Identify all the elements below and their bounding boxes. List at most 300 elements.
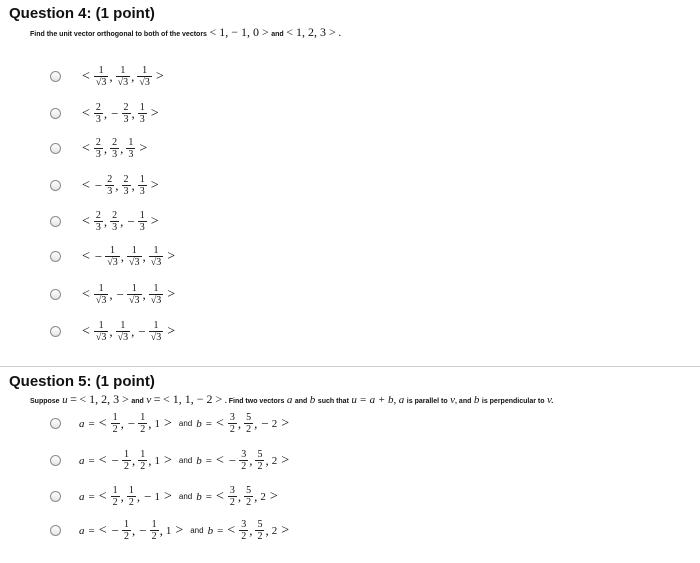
suppose-text: Suppose	[30, 398, 60, 405]
comma: ,	[254, 415, 258, 431]
right-angle: >	[139, 140, 148, 156]
numerator: 1	[153, 245, 159, 256]
component-value: 2	[271, 454, 278, 467]
numerator: 1	[142, 65, 148, 76]
numerator: 1	[140, 412, 146, 423]
numerator: 1	[153, 283, 159, 294]
fraction	[122, 519, 131, 542]
denominator: 2	[140, 461, 146, 472]
minus-sign: −	[94, 177, 103, 193]
option-vector	[79, 65, 167, 88]
radio-button[interactable]	[50, 455, 61, 466]
denominator: 2	[229, 424, 235, 435]
answer-option	[50, 174, 162, 197]
right-angle: >	[163, 415, 172, 431]
numerator: 1	[139, 102, 145, 113]
denominator: 3	[95, 222, 101, 233]
fraction	[94, 283, 109, 306]
right-angle: >	[281, 522, 290, 538]
numerator: 1	[139, 174, 145, 185]
find-text: . Find two vectors	[224, 398, 285, 405]
var-u: u	[351, 394, 357, 406]
and-text: and	[131, 398, 144, 405]
fraction	[150, 519, 159, 542]
b-vector	[224, 519, 292, 542]
comma: ,	[131, 452, 136, 468]
parallel-text: is parallel to	[406, 398, 448, 405]
a-vector	[96, 485, 175, 508]
a-vector	[96, 449, 175, 472]
var-v: v.	[547, 394, 554, 406]
comma: ,	[131, 323, 135, 339]
radicand: 3	[156, 332, 162, 343]
fraction	[122, 102, 131, 125]
and-text: and	[294, 398, 308, 405]
option-vector	[79, 283, 178, 306]
fraction	[116, 320, 131, 343]
u-vector: < 1, 2, 3 >	[79, 392, 129, 406]
denominator: 3	[123, 114, 129, 125]
denominator	[94, 294, 109, 306]
perpendicular-text: is perpendicular to	[481, 398, 545, 405]
component-value: 1	[154, 490, 160, 503]
option-vector	[79, 102, 162, 125]
denominator: 2	[123, 461, 129, 472]
component-value: 2	[271, 524, 278, 537]
sqrt: √3	[117, 332, 129, 343]
radicand: 3	[144, 77, 150, 88]
radio-button[interactable]	[50, 418, 61, 429]
denominator	[116, 76, 131, 88]
numerator: 5	[257, 519, 263, 530]
denominator	[105, 256, 120, 268]
comma: ,	[237, 415, 242, 431]
fraction	[127, 485, 136, 508]
a-vector	[96, 519, 187, 542]
radio-button[interactable]	[50, 71, 61, 82]
var-b: b	[196, 490, 202, 503]
left-angle: <	[227, 522, 236, 538]
fraction	[116, 65, 131, 88]
denominator: 2	[257, 461, 263, 472]
radio-button[interactable]	[50, 491, 61, 502]
var-a: a	[79, 490, 85, 503]
fraction	[126, 137, 135, 160]
numerator: 5	[257, 449, 263, 460]
fraction	[105, 245, 120, 268]
minus-sign: −	[228, 452, 237, 468]
denominator: 2	[128, 497, 134, 508]
denominator	[149, 256, 164, 268]
and-text: and	[178, 492, 193, 501]
denominator: 2	[241, 531, 247, 542]
left-angle: <	[215, 415, 224, 431]
b-vector	[213, 449, 292, 472]
comma: ,	[109, 323, 113, 339]
fraction	[127, 245, 142, 268]
and-text: , and	[455, 398, 472, 405]
left-angle: <	[98, 415, 107, 431]
numerator: 2	[95, 137, 101, 148]
denominator	[127, 294, 142, 306]
left-angle: <	[82, 213, 90, 229]
numerator: 5	[246, 485, 252, 496]
denominator: 2	[246, 497, 252, 508]
answer-option	[50, 283, 178, 306]
equals: =	[88, 454, 95, 467]
minus-sign: −	[127, 415, 136, 431]
fraction	[127, 283, 142, 306]
fraction	[138, 449, 147, 472]
sqrt: √3	[95, 295, 107, 306]
equals: =	[205, 417, 212, 430]
radio-button[interactable]	[50, 326, 61, 337]
fraction	[138, 412, 147, 435]
var-a: a	[286, 394, 293, 406]
fraction	[111, 412, 120, 435]
left-angle: <	[98, 522, 107, 538]
denominator: 3	[112, 222, 118, 233]
minus-sign: −	[111, 522, 119, 538]
denominator	[149, 294, 164, 306]
numerator: 1	[112, 412, 118, 423]
v-vector: < 1, 1, − 2 >	[163, 392, 223, 406]
numerator: 1	[140, 449, 146, 460]
minus-sign: −	[111, 105, 119, 121]
sqrt: √3	[139, 77, 150, 88]
denominator: 3	[128, 149, 134, 160]
numerator: 1	[98, 283, 104, 294]
question-5-prompt	[30, 392, 554, 407]
fraction	[110, 210, 119, 233]
comma: ,	[109, 68, 113, 84]
minus-sign: −	[111, 452, 119, 468]
component-value: 1	[154, 454, 160, 467]
comma: ,	[249, 452, 253, 468]
numerator: 2	[95, 210, 101, 221]
denominator: 2	[151, 531, 157, 542]
comma: ,	[131, 68, 135, 84]
comma: ,	[120, 488, 124, 504]
numerator: 1	[120, 65, 126, 76]
equals: =	[70, 392, 77, 406]
var-a: a	[79, 524, 85, 537]
sqrt: √3	[95, 332, 107, 343]
numerator: 1	[112, 485, 118, 496]
fraction	[149, 320, 164, 343]
vector-1: < 1, − 1, 0 >	[209, 25, 269, 39]
right-angle: >	[155, 68, 164, 84]
comma: ,	[131, 105, 135, 121]
fraction	[94, 210, 103, 233]
radicand: 3	[134, 295, 140, 306]
denominator: 2	[112, 497, 118, 508]
numerator: 1	[123, 449, 129, 460]
question-5-title: Question 5: (1 point)	[9, 373, 155, 390]
component-value: 2	[260, 490, 266, 503]
answer-option	[50, 102, 162, 125]
radicand: 3	[134, 257, 140, 268]
equation: = a + b,	[359, 394, 397, 406]
denominator: 3	[139, 114, 145, 125]
left-angle: <	[82, 140, 90, 156]
denominator: 2	[229, 497, 235, 508]
left-angle: <	[82, 286, 90, 302]
radicand: 3	[112, 257, 118, 268]
var-a: a	[79, 454, 85, 467]
denominator: 2	[123, 531, 129, 542]
var-v: v	[146, 394, 152, 406]
left-angle: <	[82, 177, 90, 193]
numerator: 1	[123, 519, 129, 530]
numerator: 1	[98, 65, 104, 76]
numerator: 1	[131, 245, 137, 256]
numerator: 2	[95, 102, 101, 113]
prompt-text: Find the unit vector orthogonal to both of the vectors	[30, 31, 207, 38]
fraction	[149, 245, 164, 268]
numerator: 2	[123, 102, 129, 113]
denominator: 3	[139, 186, 145, 197]
answer-option	[50, 449, 292, 472]
left-angle: <	[215, 452, 224, 468]
fraction	[149, 283, 164, 306]
fraction	[239, 449, 248, 472]
var-b: b	[207, 524, 214, 537]
numerator: 2	[112, 210, 118, 221]
right-angle: >	[150, 105, 159, 121]
left-angle: <	[82, 68, 90, 84]
fraction	[105, 174, 114, 197]
comma: ,	[131, 177, 135, 193]
option-vector	[79, 137, 150, 160]
sqrt: √3	[150, 332, 162, 343]
radio-button[interactable]	[50, 251, 61, 262]
right-angle: >	[175, 522, 184, 538]
comma: ,	[148, 415, 152, 431]
numerator: 2	[112, 137, 118, 148]
fraction	[122, 449, 131, 472]
equals: =	[205, 490, 212, 503]
such-that-text: such that	[317, 398, 349, 405]
answer-option	[50, 210, 162, 233]
option-vector	[79, 320, 178, 343]
numerator: 1	[131, 283, 137, 294]
option-vector	[79, 245, 178, 268]
numerator: 1	[128, 485, 134, 496]
comma: ,	[159, 522, 163, 538]
numerator: 5	[246, 412, 252, 423]
numerator: 1	[110, 245, 115, 256]
numerator: 1	[139, 210, 145, 221]
denominator: 3	[112, 149, 118, 160]
equals: =	[217, 524, 224, 537]
fraction	[94, 320, 109, 343]
numerator: 3	[229, 485, 235, 496]
denominator: 3	[95, 149, 101, 160]
equals: =	[88, 490, 95, 503]
numerator: 2	[123, 174, 129, 185]
minus-sign: −	[139, 522, 147, 538]
minus-sign: −	[144, 488, 152, 504]
comma: ,	[103, 140, 108, 156]
denominator: 2	[257, 531, 263, 542]
answer-option	[50, 412, 292, 435]
denominator: 2	[241, 461, 247, 472]
var-b: b	[196, 417, 202, 430]
right-angle: >	[167, 286, 176, 302]
numerator: 2	[107, 174, 113, 185]
radicand: 3	[101, 77, 107, 88]
fraction	[239, 519, 248, 542]
fraction	[244, 412, 253, 435]
denominator	[94, 76, 109, 88]
comma: ,	[237, 488, 242, 504]
radio-button[interactable]	[50, 143, 61, 154]
comma: ,	[103, 213, 108, 229]
right-angle: >	[281, 452, 290, 468]
question-4-title: Question 4: (1 point)	[9, 5, 155, 22]
fraction	[137, 65, 152, 88]
minus-sign: −	[138, 323, 146, 339]
denominator: 2	[246, 424, 252, 435]
numerator: 1	[128, 137, 134, 148]
minus-sign: −	[261, 415, 269, 431]
denominator: 3	[107, 186, 113, 197]
radicand: 3	[123, 77, 129, 88]
sqrt: √3	[107, 257, 118, 268]
b-vector	[213, 485, 281, 508]
right-angle: >	[269, 488, 278, 504]
radio-button[interactable]	[50, 525, 61, 536]
and-text: and	[190, 526, 204, 535]
fraction	[94, 102, 103, 125]
left-angle: <	[98, 452, 107, 468]
denominator	[116, 331, 131, 343]
var-b: b	[473, 394, 480, 406]
var-a: a	[398, 394, 405, 406]
right-angle: >	[167, 323, 176, 339]
comma: ,	[142, 286, 146, 302]
var-u: u	[62, 394, 68, 406]
right-angle: >	[163, 488, 172, 504]
comma: ,	[109, 286, 113, 302]
equals: =	[88, 524, 95, 537]
comma: ,	[265, 522, 269, 538]
denominator: 2	[140, 424, 146, 435]
comma: ,	[120, 140, 124, 156]
sqrt: √3	[150, 295, 162, 306]
left-angle: <	[82, 323, 90, 339]
minus-sign: −	[116, 286, 124, 302]
numerator: 1	[153, 320, 159, 331]
fraction	[255, 519, 264, 542]
comma: ,	[148, 452, 152, 468]
fraction	[94, 137, 103, 160]
var-b: b	[309, 394, 316, 406]
denominator	[94, 331, 109, 343]
and-text: and	[178, 419, 193, 428]
fraction	[255, 449, 264, 472]
denominator: 3	[95, 114, 101, 125]
fraction	[228, 412, 237, 435]
answer-option	[50, 485, 281, 508]
minus-sign: −	[127, 213, 135, 229]
fraction	[138, 102, 147, 125]
fraction	[111, 485, 120, 508]
numerator: 3	[241, 449, 247, 460]
comma: ,	[136, 488, 141, 504]
option-vector	[79, 210, 162, 233]
denominator: 3	[123, 186, 129, 197]
radicand: 3	[101, 332, 107, 343]
separator	[0, 366, 700, 367]
sqrt: √3	[150, 257, 162, 268]
a-vector	[96, 412, 175, 435]
fraction	[228, 485, 237, 508]
comma: ,	[120, 415, 124, 431]
fraction	[122, 174, 131, 197]
and-text: and	[271, 31, 284, 38]
sqrt: √3	[129, 257, 140, 268]
radio-button[interactable]	[50, 108, 61, 119]
and-text: and	[178, 456, 193, 465]
radio-button[interactable]	[50, 180, 61, 191]
option-vector	[79, 174, 162, 197]
radio-button[interactable]	[50, 289, 61, 300]
fraction	[110, 137, 119, 160]
right-angle: >	[163, 452, 172, 468]
answer-option	[50, 245, 178, 268]
right-angle: >	[150, 177, 159, 193]
left-angle: <	[98, 488, 107, 504]
comma: ,	[254, 488, 258, 504]
left-angle: <	[82, 248, 90, 264]
fraction	[138, 210, 147, 233]
numerator: 1	[98, 320, 104, 331]
equals: =	[205, 454, 212, 467]
minus-sign: −	[94, 248, 103, 264]
answer-option	[50, 137, 150, 160]
period: .	[338, 25, 342, 39]
left-angle: <	[215, 488, 224, 504]
component-value: 2	[271, 417, 278, 430]
var-v: v	[450, 394, 456, 406]
b-vector	[213, 412, 292, 435]
sqrt: √3	[129, 295, 140, 306]
comma: ,	[265, 452, 269, 468]
comma: ,	[115, 177, 119, 193]
radicand: 3	[101, 295, 107, 306]
comma: ,	[103, 105, 108, 121]
comma: ,	[131, 522, 136, 538]
radio-button[interactable]	[50, 216, 61, 227]
var-a: a	[79, 417, 85, 430]
equals: =	[153, 392, 161, 406]
radicand: 3	[156, 257, 162, 268]
component-value: 1	[165, 524, 172, 537]
equals: =	[88, 417, 95, 430]
denominator: 2	[112, 424, 118, 435]
denominator: 3	[139, 222, 145, 233]
comma: ,	[249, 522, 253, 538]
right-angle: >	[167, 248, 176, 264]
fraction	[244, 485, 253, 508]
answer-option	[50, 65, 167, 88]
left-angle: <	[82, 105, 90, 121]
numerator: 3	[241, 519, 247, 530]
denominator	[137, 76, 152, 88]
denominator	[149, 331, 164, 343]
